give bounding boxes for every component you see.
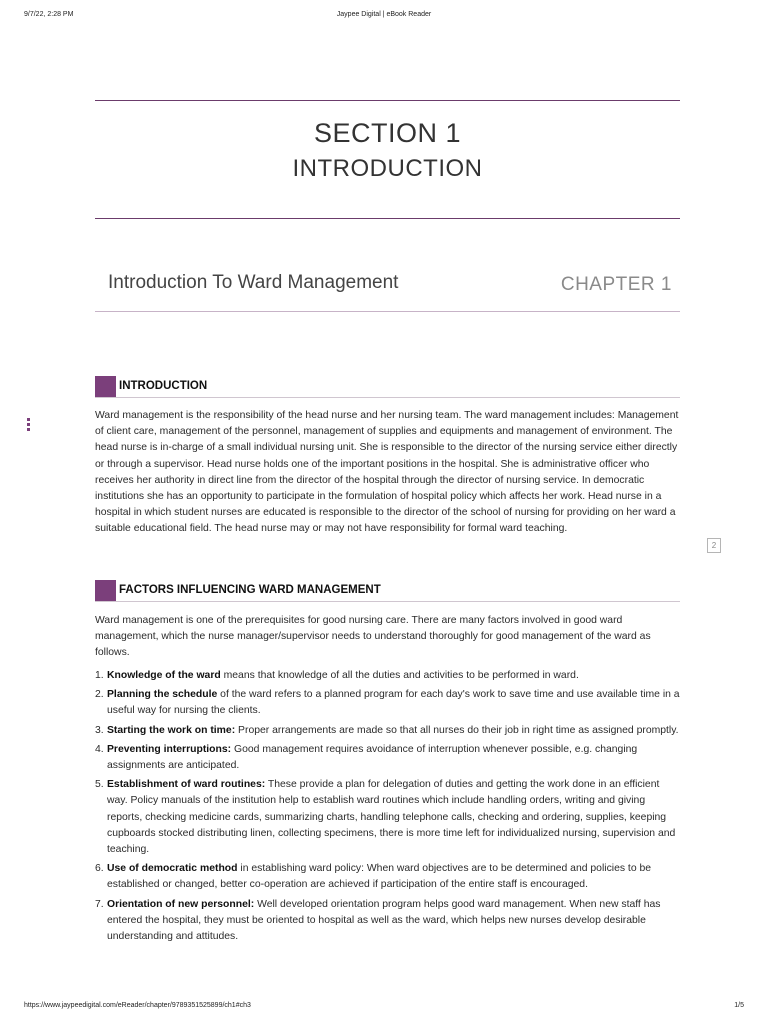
factors-intro-paragraph: Ward management is one of the prerequisites for good nursing care. There are many factors involved in good ward management, which the nurse manager/supervisor needs to understand thoroughly for good management of the ward as follows. [95,615,651,659]
browser-print-header [0,11,768,23]
list-item-term: Knowledge of the ward [107,670,221,681]
introduction-heading [95,376,680,398]
menu-dots-icon[interactable] [27,418,31,433]
factors-heading-text: FACTORS INFLUENCING WARD MANAGEMENT [119,584,381,596]
list-item: 7. Orientation of new personnel: Well developed orientation program helps good ward management. When new staff has entered the hospital, they must be oriented to hospital as well as the ward, which helps new nurses develop desirable understanding and attitudes. [95,898,661,943]
print-page-count: 1/5 [734,1002,744,1009]
section-top-rule [95,100,680,101]
heading-marker [95,376,116,397]
chapter-rule [95,311,680,312]
list-item: 6. Use of democratic method in establishing ward policy: When ward objectives are to be determined and policies to be established or changed, better co-operation are achieved if participation of the entire staff is encouraged. [95,863,652,891]
factors-heading [95,580,680,602]
factors-list [95,668,680,948]
page-number-badge[interactable]: 2 [707,538,721,553]
introduction-paragraph: Ward management is the responsibility of the head nurse and her nursing team. The ward management includes: Management of client care, management of the personnel, management of supplies and equipments and management of environment. The head nurse is in-charge of a small individual nursing unit. She is responsible to the director of the nursing service either directly or through a supervisor. Head nurse holds one of the important positions in the hospital. She is administrative officer who receives her authority in direct line from the director of the hospital through the director of nursing service. In democratic institutions she has an opportunity to participate in the formulation of hospital policy which affects her work. Head nurse in a hospital in which student nurses are educated is responsible to the director of the school of nursing for providing on her ward a suitable educational field. The head nurse may or may not have responsibility for formal ward teaching. [95,410,679,535]
list-item-text: Proper arrangements are made so that all nurses do their job in right time as assigned promptly. [235,724,679,736]
list-item-text: Well developed orientation program helps good ward management. When new staff has entered the hospital, they must be oriented to hospital as well as the ward, which helps new nurses develop desirable understanding and attitudes. [107,898,661,943]
heading-marker [95,580,116,601]
print-timestamp: 9/7/22, 2:28 PM [24,11,74,18]
list-item-term: Preventing interruptions: [107,743,232,755]
list-item-text: These provide a plan for delegation of duties and getting the work done in an efficient way. Policy manuals of the institution help to establish ward routines which include handling orders, writing and giving reports, checking medicine cards, summarizing charts, handling telephone calls, checking and ordering, supplies, keeping cupboards stocked distributing linen, collecting specimens, there is more time left for individualized nursing, supervision and teaching. [107,779,676,856]
list-item: 2. Planning the schedule of the ward refers to a planned program for each day's work to save time and use available time in a useful way for nursing the clients. [95,689,680,717]
section-title: INTRODUCTION [292,155,483,182]
section-number: SECTION 1 [313,118,462,148]
list-item-text: Good management requires avoidance of interruption whenever possible, e.g. changing assignments are anticipated. [107,743,638,772]
list-item-text: of the ward refers to a planned program for each day's work to save time and use available time in a useful way for nursing the clients. [107,689,680,717]
section-bottom-rule [95,218,680,219]
chapter-title: Introduction To Ward Management [108,272,399,293]
print-page-title: Jaypee Digital | eBook Reader [336,11,432,18]
list-item: 4. Preventing interruptions: Good management requires avoidance of interruption whenever possible, e.g. changing assignments are anticipated. [95,743,638,772]
list-item-term: Planning the schedule [107,689,218,701]
list-item-term: Establishment of ward routines: [107,779,266,791]
list-item-text: in establishing ward policy: When ward objectives are to be determined and policies to be established or changed, better co-operation are achieved if participation of the entire staff is encouraged. [107,863,652,891]
list-item-term: Orientation of new personnel: [107,898,255,910]
list-item: 3. Starting the work on time: Proper arrangements are made so that all nurses do their job in right time as assigned promptly. [95,724,679,736]
introduction-heading-text: INTRODUCTION [119,380,208,392]
list-item: 1. Knowledge of the ward means that knowledge of all the duties and activities to be performed in ward. [95,670,579,681]
list-item-term: Starting the work on time: [107,724,236,736]
list-item-term: Use of democratic method [107,863,238,875]
list-item-text: means that knowledge of all the duties and activities to be performed in ward. [220,670,579,681]
chapter-label: CHAPTER 1 [560,274,672,295]
list-item: 5. Establishment of ward routines: These provide a plan for delegation of duties and getting the work done in an efficient way. Policy manuals of the institution help to establish ward routines which include handling orders, writing and giving reports, checking medicine cards, summarizing charts, handling telephone calls, checking and ordering, supplies, keeping cupboards stocked distributing linen, collecting specimens, there is more time left for individualized nursing, supervision and teaching. [95,779,676,856]
print-url: https://www.jaypeedigital.com/eReader/chapter/9789351525899/ch1#ch3 [24,1002,251,1009]
